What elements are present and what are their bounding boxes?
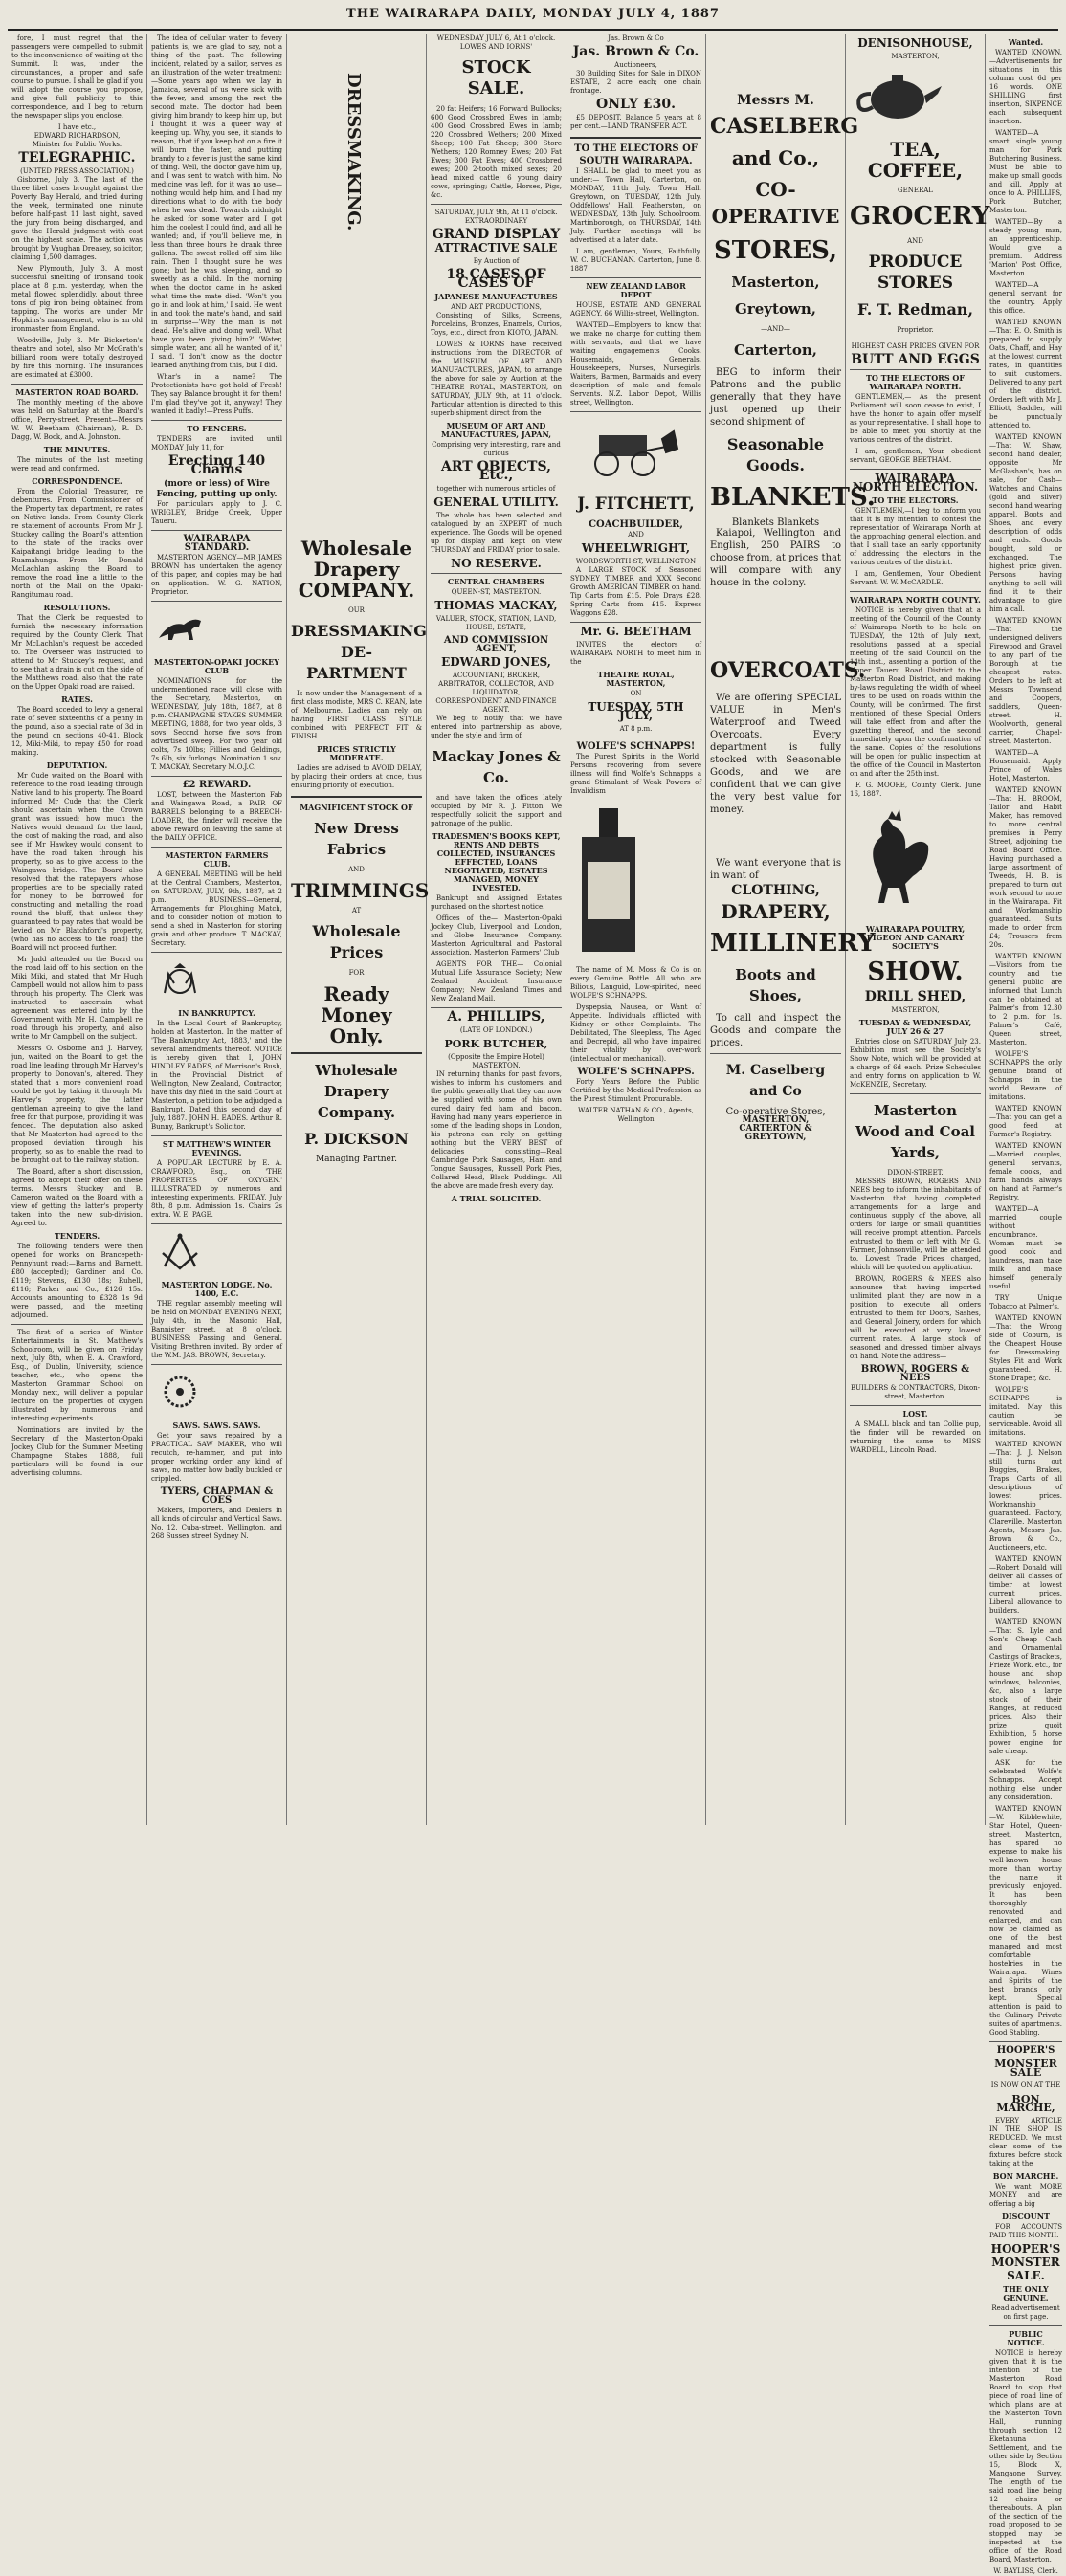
article-text: Whar's in a name? The Protectionists have got hold of Fresh! They say Balance brought it for them! I'm glad they've got it, anyway! They wanted it badly!—Press Puffs. xyxy=(151,373,282,415)
ad-text: We are offering SPECIAL VALUE in Men's Waterproof and Tweed Overcoats. Every department is fully stocked with Seasonable Goods, and we are confident that we can give the very best value for money. xyxy=(710,693,841,815)
subheading: RATES. xyxy=(61,694,93,704)
ad-text: Read advertisement on first page. xyxy=(991,2304,1060,2321)
royal-arms-icon xyxy=(151,960,209,999)
classified-ad: WANTED—A smart, single young man for Pork Butchering Business. Must be able to make up small goods and kill. Apply at once to A. PHILLIPS, Pork Butcher, Masterton. xyxy=(989,129,1062,214)
signature: Minister for Public Works. xyxy=(32,141,122,148)
ad-text: Forty Years Before the Public! Certified by the Medical Profession as the Purest Stimulant Procurable. xyxy=(570,1078,701,1103)
ad-heading: Mackay Jones & Co. xyxy=(432,748,561,786)
ad-heading: WAIRARAPA POULTRY, PIGEON AND CANARY SOCIETY'S xyxy=(865,924,966,951)
divider xyxy=(850,1405,981,1406)
ad-heading: MASTERTON LODGE, No. 1400, E.C. xyxy=(161,1280,273,1298)
ad-text: WEDNESDAY JULY 6, At 1 o'clock. xyxy=(436,34,556,42)
ad-text: DIXON-STREET. xyxy=(887,1169,944,1177)
ad-text: The whole has been selected and catalogued by an EXPERT of much experience. The Goods will be opened up for display and kept on view THURSDAY and FRIDAY prior to sale. xyxy=(431,512,562,554)
ad-text: IS NOW ON AT THE xyxy=(990,2081,1061,2089)
ad-heading: CENTRAL CHAMBERS xyxy=(447,577,545,586)
ad-heading: TEA, COFFEE, xyxy=(867,138,964,182)
signature: EDWARD RICHARDSON, xyxy=(33,132,121,140)
ad-heading: THEATRE ROYAL, MASTERTON, xyxy=(597,670,675,688)
article-text: Gisborne, July 3. The last of the three libel cases brought against the Poverty Bay Herald, and tried during the week, terminated one minute before half-past 11 last night, saved the jury from being discharged, and gave the Herald judgment with cost on the highest scale. The action was brought by Vaughan Dreasey, solicitor, claiming 1,500 damages. xyxy=(11,176,143,261)
ad-heading: SOUTH WAIRARAPA. xyxy=(579,156,693,166)
ad-heading: Wholesale Prices xyxy=(312,922,401,961)
classified-ad: WANTED—A Housemaid. Apply Prince of Wales Hotel, Masterton. xyxy=(989,749,1062,782)
ad-heading: TO THE ELECTORS. xyxy=(872,495,959,505)
ad-text: MASTERTON, xyxy=(891,1006,940,1014)
divider xyxy=(570,622,701,623)
article-text: Nominations are invited by the Secretary of the Masterton-Opaki Jockey Club for the Summer Meeting Champagne Stakes 1888, full particulars will be found in our advertising columns. xyxy=(11,1426,143,1477)
ad-text: MESSRS BROWN, ROGERS AND NEES beg to inform the inhabitants of Masterton that having completed arrangements for a large and continuous supply of the above, all orders for large or small quantities will receive prompt attention. Parcels entrusted to them or left with Mr G. Farmer, Johnsonville, will be attended to. Lowest Trade Prices charged, which will be quoted on application. xyxy=(850,1178,981,1271)
ad-heading: BROWN, ROGERS & NEES xyxy=(860,1364,970,1383)
masonic-compass-icon xyxy=(151,1232,209,1270)
ad-text: TENDERS are invited until MONDAY July 11, for xyxy=(151,435,282,451)
ad-heading: WAIRARAPA STANDARD. xyxy=(183,534,251,553)
ad-text: Entries close on SATURDAY July 23. Exhibition must see the Society's Show Note, which will be provided at a charge of 6d each. Prize Schedules and entry forms on application to W. McKENZIE, Secretary. xyxy=(850,1038,981,1089)
ad-text: A SMALL black and tan Collie pup, the finder will be rewarded on returning the same to MISS WARDELL, Lincoln Road. xyxy=(850,1420,981,1454)
ad-heading: CASELBERG xyxy=(710,114,859,139)
ad-heading: New Dress Fabrics xyxy=(314,820,399,858)
ad-heading: CO-OPERATIVE xyxy=(711,178,840,228)
ad-heading: LOST. xyxy=(902,1409,928,1419)
article-text: Mr Judd attended on the Board on the road laid off to his section on the Miki Miki, and stated that Mr Hugh Campbell would not allow him to pass through his property. The Clerk was instructed to ascertain what agreement was entered into by the Government with Mr H. Campbell re road through his property, and also write to Mr Campbell on the subject. xyxy=(11,956,143,1041)
ad-text: HOUSE, ESTATE AND GENERAL AGENCY. 66 Willis-street, Wellington. xyxy=(570,301,701,318)
ad-text: Bankrupt and Assigned Estates purchased on the shortest notice. xyxy=(431,894,562,911)
ad-heading: TRADESMEN'S BOOKS KEPT, RENTS AND DEBTS COLLECTED, INSURANCES EFFECTED, LOANS NEGOTIATED, ESTATES MANAGED, MONEY INVESTED. xyxy=(432,831,561,892)
classified-ad: WANTED KNOWN—Visitors from the country and the general public are informed that Lunch can be obtained at Palmer's from 12.30 to 2 p.m. for 1s. Palmer's Café, Queen street, Masterton. xyxy=(989,953,1062,1046)
ad-heading: IN BANKRUPTCY. xyxy=(178,1008,255,1018)
teapot-icon xyxy=(850,67,945,124)
ad-heading: TO THE ELECTORS OF xyxy=(574,143,698,154)
ad-text: FOR ACCOUNTS PAID THIS MONTH. xyxy=(989,2223,1062,2239)
horse-emblem-icon xyxy=(151,609,209,648)
divider xyxy=(850,591,981,592)
saw-blade-icon xyxy=(151,1373,209,1411)
classified-ad: WANTED KNOWN—That W. Shaw, second hand dealer, opposite Mr McGlashan's, has on sale, for Cash—Watches and Chains (gold and silver) second hand wearing apparel, Boots and Shoes, and every description of odds and ends. Goods bought, sold or exchanged. The highest price given. Persons having anything to sell will find it to their advantage to give him a call. xyxy=(989,433,1062,613)
ad-heading: WOLFE'S SCHNAPPS! xyxy=(576,741,696,752)
ad-heading: GROCERY xyxy=(850,202,990,231)
ad-heading: WAIRARAPA NORTH ELECTION. xyxy=(852,472,979,494)
ad-heading: BON MARCHE, xyxy=(996,2093,1055,2114)
vertical-heading: DRESSMAKING. xyxy=(344,73,364,231)
ad-text: Kaiapoi, Wellington and English, 250 PAIRS to choose from, at prices that will compare with any house in the colony. xyxy=(710,528,841,588)
ad-heading: Mr. G. BEETHAM xyxy=(580,625,692,638)
ad-text: AT 8 p.m. xyxy=(619,725,653,733)
ad-text: (more or less) of Wire Fencing, putting up only. xyxy=(156,479,278,499)
divider xyxy=(570,137,701,139)
ad-heading: MAGNIFICENT STOCK OF xyxy=(300,803,413,812)
article-text: The Board, after a short discussion, agreed to accept their offer on these terms. Messrs Stuckey and B. Cameron waited on the Board with a view of getting the latter's property taken into the new sub-division. Agreed to. xyxy=(11,1168,143,1227)
divider xyxy=(431,204,562,205)
ad-heading: BUTT AND EGGS xyxy=(851,352,980,367)
article-text: The monthly meeting of the above was held on Saturday at the Board's office, Perry-street. Present—Messrs W. W. Beetham (Chairman), R. D. Dagg, W. Bock, and A. Johnston. xyxy=(11,399,143,441)
ad-heading: MONSTER SALE xyxy=(994,2058,1057,2079)
ad-heading: DRILL SHED, xyxy=(864,989,966,1004)
ad-heading: TRIMMINGS xyxy=(291,879,430,902)
column-6 xyxy=(706,34,876,1825)
classified-ad: WANTED KNOWN—That you can get a good feed at Farmer's Registry. xyxy=(989,1105,1062,1138)
ad-text: A GENERAL MEETING will be held at the Central Chambers, Masterton, on SATURDAY, JULY, 9th, 1887, at 2 p.m. BUSINESS—General, Arrangements for Ploughing Match, and to consider notion of motion to send a shed in Masterton for storing grain and other produce. T. MACKAY, Secretary. xyxy=(151,870,282,947)
ad-text: MASTERTON, xyxy=(891,53,940,60)
ad-text: AT xyxy=(351,907,362,914)
ad-heading: 18 CASES OF CASES OF xyxy=(446,267,546,291)
classified-ad: ASK for the celebrated Wolfe's Schnapps. Accept nothing else under any consideration. xyxy=(989,1759,1062,1801)
classified-ad: WANTED KNOWN—That J. J. Nelson still turns out Buggies, Brakes, Traps. Carts of all descriptions of lowest prices. Workmanship guaranteed. Factory, Clareville. Masterton Agents, Messrs Jas. Brown & Co., Auctioneers, etc. xyxy=(989,1441,1062,1552)
classified-ad: WANTED—By a steady young man, an apprenticeship. Would give a premium. Address 'Marion' Post Office, Masterton. xyxy=(989,218,1062,277)
ad-heading: £2 REWARD. xyxy=(182,780,252,790)
ad-text: Blankets Blankets xyxy=(731,517,820,528)
classified-ad: WANTED KNOWN.—Advertisements for situations in this column cost 6d per 16 words. ONE SHILLING first insertion, SIXPENCE each subsequent insertion. xyxy=(989,49,1062,125)
ad-heading: TO FENCERS. xyxy=(187,424,247,433)
ad-text: I am, gentlemen, Yours, Faithfully, W. C. BUCHANAN. Carterton, June 8, 1887 xyxy=(570,248,701,273)
article-text: Mr Cude waited on the Board with reference to the road leading through Native land to his property. The Board informed Mr Cude that the Clerk should ascertain when the Crown grant was issued; how much the Natives would demand for the land, the cost of making the road, and also see if Mr Hawkey would consent to have the road taken through his property, so as to give access to the Waingawa bridge. The Board also resolved that the ratepayers whose properties are to be specially rated for money to be borrowed for constructing and metalling the road round the bluff, that unless they guaranteed to pay rates that would be levied on Mr Blatchford's property, (who has no access to the road) the Board will not proceed further. xyxy=(11,772,143,952)
ad-text: QUEEN-ST, MASTERTON. xyxy=(451,588,542,596)
ad-heading: EDWARD JONES, xyxy=(441,655,551,669)
spacer xyxy=(710,819,841,857)
masthead-rule xyxy=(8,29,1058,31)
ad-text: MASTERTON, CARTERTON & GREYTOWN, xyxy=(739,1115,812,1142)
ad-heading: Carterton, xyxy=(734,341,817,359)
ad-heading: TUESDAY & WEDNESDAY, JULY 26 & 27 xyxy=(858,1018,972,1036)
schnapps-bottle-icon xyxy=(570,804,647,958)
ad-heading: Wholesale Drapery Company. xyxy=(315,1062,398,1121)
ad-heading: HOOPER'S xyxy=(996,2045,1055,2056)
ad-text: EXTRAORDINARY xyxy=(464,217,528,225)
ad-heading: Wholesale Drapery COMPANY. xyxy=(298,537,415,602)
ad-text: IN returning thanks for past favors, wishes to inform his customers, and the public generally that they can now be supplied with some of his own cured dairy fed ham and bacon. Having had many years experience in some of the leading shops in London, his patrons can rely on getting nothing but the VERY BEST of delicacies consisting—Real Cambridge Pork Sausages, Ham and Tongue Sausages, Russell Pork Pies, Collared Head, Black Puddings. All the above are made fresh every day. xyxy=(431,1070,562,1190)
divider xyxy=(151,847,282,848)
ad-text: AND xyxy=(628,531,644,539)
masthead: THE WAIRARAPA DAILY, MONDAY JULY 4, 1887 xyxy=(346,7,720,21)
ad-text: SATURDAY, JULY 9th, At 11 o'clock. xyxy=(434,209,558,216)
ad-heading: CLOTHING, xyxy=(731,883,820,898)
signature: I have etc., xyxy=(57,123,97,131)
ad-heading: Ready Money Only. xyxy=(321,982,392,1047)
ad-heading: P. DICKSON xyxy=(304,1130,409,1148)
subheading: RESOLUTIONS. xyxy=(43,603,111,612)
ad-heading: ATTRACTIVE SALE xyxy=(434,241,558,254)
ad-heading: and Co., xyxy=(731,146,820,169)
ad-text: LOST, between the Masterton Fab and Waingawa Road, a PAIR OF BARRELS belonging to a BREECH-LOADER, the finder will receive the above reward on leaving the same at the DAILY OFFICE. xyxy=(151,791,282,842)
classified-ad: WANTED KNOWN—That S. Lyle and Son's Cheap Cash and Ornamental Castings of Brackets, Frieze Work. etc., for house and shop windows, balconies, &c, also a large stock of their Ranges, at reduced prices. Also their prize quoit Exhibition, 5 horse power engine for sale cheap. xyxy=(989,1618,1062,1755)
ad-text: Jas. Brown & Co xyxy=(608,34,664,42)
divider xyxy=(151,1223,282,1224)
ad-text: I am, gentlemen, Your obedient servant, GEORGE BEETHAM. xyxy=(850,448,981,464)
ad-heading: MASTERTON FARMERS CLUB. xyxy=(165,850,269,869)
divider xyxy=(431,573,562,574)
ad-text: LOWES & IORNS have received instructions from the DIRECTOR of the MUSEUM OF ART AND MANUFACTURES, JAPAN, to arrange the above for sale by Auction at the THEATRE ROYAL, MASTERTON, on SATURDAY, JULY 9th, at 11 o'clock. Particular attention is directed to this superb shipment direct from the xyxy=(431,341,562,417)
ad-heading: ST MATTHEW'S WINTER EVENINGS. xyxy=(162,1139,272,1157)
ad-text: EVERY ARTICLE IN THE SHOP IS REDUCED. We must clear some of the fixtures before stock taking at the xyxy=(989,2117,1062,2168)
ad-text: In the Local Court of Bankruptcy, holden at Masterton. In the matter of 'The Bankruptcy Act, 1883,' and the several amendments thereof. NOTICE is hereby given that I, JOHN HINDLEY EADES, of Morrison's Bush, in the Provincial District of Wellington, New Zealand, Contractor, have this day filed in the said Court at Masterton, a petition to be adjudged a Bankrupt. Dated this second day of July, 1887. JOHN H. EADES. Arthur R. Bunny, Bankrupt's Solicitor. xyxy=(151,1020,282,1131)
ad-text: MASTERTON AGENCY—MR JAMES BROWN has undertaken the agency of this paper, and copies may be had on application. W. G. NATION, Proprietor. xyxy=(151,554,282,596)
ad-text: HIGHEST CASH PRICES GIVEN FOR xyxy=(851,342,980,350)
ad-heading: A. PHILLIPS, xyxy=(447,1009,545,1024)
ad-heading: DRESSMAKING DE-PARTMENT xyxy=(291,622,427,682)
ad-heading: Seasonable Goods. xyxy=(726,435,825,474)
ad-text: ON xyxy=(630,690,642,697)
divider xyxy=(570,411,701,412)
ad-heading: PUBLIC NOTICE. xyxy=(1007,2329,1045,2347)
ad-text: F. G. MOORE, County Clerk. June 16, 1887. xyxy=(850,782,981,798)
ad-heading: MUSEUM OF ART AND MANUFACTURES, JAPAN, xyxy=(440,421,552,439)
classified-ad: WANTED KNOWN—Robert Donald will deliver all classes of timber at lowest current prices. Liberal allowance to builders. xyxy=(989,1555,1062,1615)
ad-heading: OVERCOATS. xyxy=(710,658,866,683)
ad-heading: HOOPER'S xyxy=(990,2242,1061,2256)
ad-text: NOMINATIONS for the undermentioned race will close with the Secretary, Masterton, on WEDNESDAY, July 18th, 1887, at 8 p.m. CHAMPAGNE STAKES SUMMER MEETING, 1888, for two year olds, 3 sovs. Second horse five sovs from advertised sweep. For two year old colts, 7s 10lbs; Fillies and Geldings, 7s 6lb, six furlongs. Nomination 1 sov. T. MACKAY, Secretary M.O.J.C. xyxy=(151,677,282,771)
ad-heading: THOMAS MACKAY, xyxy=(434,599,558,612)
subheading: THE MINUTES. xyxy=(43,445,111,454)
classified-ad: WANTED KNOWN—That H. BROOM, Tailor and Habit Maker, has removed to more central premises in Perry Street, adjoining the Road Board Office. Having purchased a large assortment of Tweeds, H. B. is prepared to turn out work second to none in the Wairarapa. Fit and Workmanship guaranteed. Suits made to order from £4; Trousers from 20s. xyxy=(989,786,1062,949)
subheading: DEPUTATION. xyxy=(46,760,108,770)
ad-text: Consisting of Silks, Screens, Porcelains, Bronzes, Enamels, Curios, Toys, etc., direct from KIOTO, JAPAN. xyxy=(431,312,562,337)
ad-text: AND xyxy=(348,866,365,873)
vertical-banner xyxy=(291,34,422,532)
ad-text: Managing Partner. xyxy=(315,1155,398,1164)
ad-heading: DISCOUNT xyxy=(1001,2212,1051,2221)
ad-heading: JAPANESE MANUFACTURES xyxy=(434,292,558,301)
ad-text: (Opposite the Empire Hotel) xyxy=(448,1053,544,1061)
divider xyxy=(291,1052,422,1054)
divider xyxy=(431,1007,562,1008)
ad-heading: THE ONLY GENUINE. xyxy=(1003,2284,1049,2302)
rooster-icon xyxy=(850,807,936,913)
ad-text: The name of M. Moss & Co is on every Genuine Bottle. All who are Bilious, Languid, Low-spirited, need WOLFE'S SCHNAPPS. xyxy=(570,966,701,1000)
subheading: (UNITED PRESS ASSOCIATION.) xyxy=(20,167,134,175)
classified-ad: WANTED KNOWN—That the undersigned delivers Firewood and Gravel to any part of the Borough at the cheapest rates. Orders to be left at Messrs Townsend and Coopers, saddlers, Queen-street. H. Woolworth, general carrier, Chapel-street, Masterton. xyxy=(989,617,1062,745)
ad-heading: STOCK SALE. xyxy=(461,57,531,99)
ad-text: Get your saws repaired by a PRACTICAL SAW MAKER, who will recutch, re-hammer, and put into proper working order any kind of saws, no matter how badly buckled or crippled. xyxy=(151,1432,282,1483)
ad-text: INVITES the electors of WAIRARAPA NORTH to meet him in the xyxy=(570,641,701,666)
ad-heading: MILLINERY xyxy=(710,929,876,958)
ad-heading: Erecting 140 Chains xyxy=(167,453,266,477)
ad-text: GENTLEMEN,— As the present Parliament will soon cease to exist, I have the honor to again offer myself as your representative. I shall hope to be able to meet you shortly at the various centres of the district. xyxy=(850,393,981,444)
divider xyxy=(710,1053,841,1054)
ad-text: WORDSWORTH-ST, WELLINGTON xyxy=(575,558,697,565)
divider xyxy=(850,369,981,370)
ad-text: MASTERTON. xyxy=(472,1062,521,1069)
article-text: New Plymouth, July 3. A most successful smelting of ironsand took place at 8 p.m. yesterday, when the metal flowed splendidly, about three tons of pig iron being obtained from tapping. The works are under Mr Hopkins's management, who is an old ironmaster from England. xyxy=(11,265,143,333)
ad-heading: TYERS, CHAPMAN & COES xyxy=(160,1486,274,1506)
article-text: Woodville, July 3. Mr Bickerton's theatre and hotel, also Mr McGrath's billiard room were totally destroyed by fire this morning. The insurances are estimated at £3000. xyxy=(11,337,143,379)
ad-text: To call and inspect the Goods and compare the prices. xyxy=(710,1013,841,1048)
divider xyxy=(11,1324,143,1325)
ad-heading: J. FITCHETT, xyxy=(577,495,695,514)
ad-text: We beg to notify that we have entered into partnership as above, under the style and firm of xyxy=(431,715,562,739)
ad-text: We want everyone that is in want of xyxy=(710,858,841,881)
ad-heading: PRICES STRICTLY MODERATE. xyxy=(317,744,396,762)
ad-text: BROWN, ROGERS & NEES also announce that having imported unlimited plant they are now in a position to execute all orders entrusted to them for Doors, Sashes, and General Joinery, orders for which will be executed at very lowest current rates. A large stock of seasoned and dressed timber always on hand. Note the address— xyxy=(850,1275,981,1360)
article-text: The following tenders were then opened for works on Brancepeth-Pennyhunt road:—Barns and Barnett, £80 (accepted); Gardiner and Co. £119; Stevens, £130 18s; Ruhell, £116; Parker and Co., £126 15s. Accounts amounting to £328 1s 9d were passed, and the meeting adjourned. xyxy=(11,1243,143,1319)
article-text: That the Clerk be requested to furnish the necessary information required by the County Clerk. That Mr McLachlan's request be acceded to. The Overseer was instructed to attend to Mr Stuckey's request, and to see that a drain is cut on the side of the Matthews road, also that the rate on the Upper Opaki road are raised. xyxy=(11,614,143,691)
ad-heading: BLANKETS. xyxy=(710,483,876,512)
article-text: The minutes of the last meeting were read and confirmed. xyxy=(11,456,143,473)
column-5 xyxy=(566,34,706,1825)
divider xyxy=(151,776,282,777)
divider xyxy=(151,530,282,531)
ad-text: 20 fat Heifers; 16 Forward Bullocks; 600 Good Crossbred Ewes in lamb; 400 Good Crossbred Ewes in lamb; 220 Crossbred Wethers; 200 Mixed Sheep; 100 Fat Sheep; 300 Store Wethers; 120 Romney Ewes; 200 Fat Ewes; 300 Fat Ewes; 400 Crossbred ewes; 200 2-tooth mixed sexes; 20 head mixed cattle; 6 young dairy cows, springing; Cattle, Horses, Pigs, &c. xyxy=(431,105,562,199)
article-text: The idea of cellular water to fevery patients is, we are glad to say, not a thing of the past. The following incident, related by a sailor, serves as an illustration of the water treatment:—Some years ago when we lay in Jamaica, several of us were sick with the fever, and among the rest the second mate. The doctor had been giving him brandy to keep him up, but I thought it was a queer way of keeping up. Why, you see, it stands to reason, that if you keep hot on a fire it will burn the faster, and putting brandy to a fever is just the same kind of thing. Well, the doctor gave him up, and I was sent to watch with him. No medicine was left, for it was no use—nothing would help him, and I had my directions what to do with the body when he was dead. Towards midnight he asked for some water and I got him the coolest I could find, and all he wanted; and, if you'll believe me, in less than three hours he drank three gallons. The sweat rolled off him like rain. Then I thought sure he was gone; but he was sleeping, and so sweetly as a child. In the morning when the doctor came in he asked what time the mate died. 'Won't you go in and look at him,' I said. He went in and took the mate's hand, and said in surprise—'Why the man is not dead. He's alive and doing well. What have you been giving him?' 'Water, simple water, and all he wanted of it,' I said. 'I don't know as the doctor learned anything from this, but I did.' xyxy=(151,34,282,369)
column-4 xyxy=(427,34,566,1825)
ad-heading: ONLY £30. xyxy=(596,97,676,112)
ad-heading: Masterton, xyxy=(731,274,820,291)
ad-text: and have taken the offices lately occupied by Mr R. J. Fitton. We respectfully solicit the support and patronage of the public. xyxy=(431,794,562,827)
ad-text: Is now under the Management of a first class modiste, MRS C. KEAN, late of Melbourne. Ladies can rely on having FIRST CLASS STYLE combined with PERFECT FIT & FINISH xyxy=(291,690,422,740)
section-heading: Wanted. xyxy=(1008,37,1044,47)
divider xyxy=(989,2041,1062,2042)
divider xyxy=(151,601,282,602)
divider xyxy=(570,277,701,278)
ad-text: Comprising very interesting, rare and curious xyxy=(432,441,561,457)
ad-text: A LARGE STOCK of Seasoned SYDNEY TIMBER and XXX Second Growth AMERICAN TIMBER on hand. Tip Carts from £15. Pole Drays £28. Spring Carts from £15. Express Waggons £28. xyxy=(570,566,701,617)
ad-text: Auctioneers, xyxy=(614,61,657,69)
divider xyxy=(151,1364,282,1365)
divider xyxy=(151,1135,282,1136)
ad-text: AGENTS FOR THE— Colonial Mutual Life Assurance Society; New Zealand Accident Insurance Company; New Zealand Times and New Zealand Mail. xyxy=(431,960,562,1002)
classified-ad: WANTED—A general servant for the country. Apply this office. xyxy=(989,281,1062,315)
classified-ad: WANTED—A married couple without encumbrance. Woman must be good cook and laundress, man take milk and make himself generally useful. xyxy=(989,1205,1062,1290)
ad-heading: TO THE ELECTORS OF WAIRARAPA NORTH. xyxy=(865,373,966,391)
ad-heading: SALE. xyxy=(1007,2269,1045,2282)
subheading: CORRESPONDENCE. xyxy=(32,476,122,486)
ad-heading: GRAND DISPLAY xyxy=(432,227,561,242)
article-text: Messrs O. Osborne and J. Harvey, jun, waited on the Board to get the road line leading through Mr Harvey's property to Donovan's, altered. They stated that a more convenient road could be got by taking it through Mr Harvey's property, the latter gentleman agreeing to give the land free for that purpose, providing it was fenced. The deputation also asked that Mr Masterton had agreed to the proposed deviation through his property, so as to enable the road to be brought out to the railway station. xyxy=(11,1045,143,1164)
ad-text: Offices of the— Masterton-Opaki Jockey Club, Liverpool and London, and Globe Insurance Company. Masterton Agricultural and Pastoral Association. Masterton Farmers' Club xyxy=(431,914,562,957)
classified-ad: TRY Unique Tobacco at Palmer's. xyxy=(989,1294,1062,1310)
ad-text: Makers, Importers, and Dealers in all kinds of circular and Vertical Saws. No. 12, Cuba-street, Wellington, and 268 Sussex street Sydney N. xyxy=(151,1507,282,1540)
spacer xyxy=(710,592,841,650)
ad-text: GENERAL xyxy=(898,187,933,194)
ad-heading: MASTERTON-OPAKI JOCKEY CLUB xyxy=(154,657,279,675)
classified-ad: WANTED KNOWN—That E. O. Smith is prepared to supply Oats, Chaff, and Hay at the lowest current rates, in quantities to suit customers. Delivered to any part of the district. Orders left with Mr J. Elliott, Saddler, will be punctually attended to. xyxy=(989,319,1062,429)
ad-text: The Purest Spirits in the World! Persons recovering from severe illness will find Wolfe's Schnapps a grand Stimulant of Weak Powers of Invalidism xyxy=(570,753,701,795)
ad-text: 30 Building Sites for Sale in DIXON ESTATE, 2 acre each; one chain frontage. xyxy=(570,70,701,95)
ad-heading: BON MARCHE. xyxy=(992,2171,1059,2181)
section-heading: TELEGRAPHIC. xyxy=(18,150,136,165)
divider xyxy=(850,469,981,470)
article-text: The first of a series of Winter Entertainments in St. Matthew's Schoolroom, will be given on Friday next, July 8th, when E. A. Crawford, Esq., of Dublin, University, science teacher, etc., who opens the Masterton Grammar School on Monday next, will deliver a popular lecture on the properties of oxygen illustrated by numerous and interesting experiments. xyxy=(11,1329,143,1422)
ad-text: VALUER, STOCK, STATION, LAND, HOUSE, ESTATE, xyxy=(435,615,557,631)
ad-heading: PORK BUTCHER, xyxy=(444,1038,548,1050)
ad-text: OUR xyxy=(348,606,365,614)
article-text: fore, I must regret that the passengers were compelled to submit to the inconvenience of waiting at the Summit. It was, under the circumstances, a proper and safe course to pursue. I shall be glad if you will adopt the course you propose, and give full publicity to this correspondence, and I beg to return the newspaper slips you enclose. xyxy=(11,34,143,120)
ad-text: £5 DEPOSIT. Balance 5 years at 8 per cent.—LAND TRANSFER ACT. xyxy=(570,114,701,130)
ad-heading: DENISONHOUSE, xyxy=(857,36,973,50)
ad-heading: SHOW. xyxy=(867,958,964,986)
article-text: The Board acceded to levy a general rate of seven sixteenths of a penny in the pound, also a special rate of 3d in the pound on sections 40-41, Block 12, Miki-Miki, to repay £50 for road making. xyxy=(11,706,143,757)
section-heading: MASTERTON ROAD BOARD. xyxy=(15,387,139,397)
ad-heading: GENERAL UTILITY. xyxy=(433,495,559,509)
ad-text: together with numerous articles of xyxy=(436,485,556,493)
ad-text: —AND— xyxy=(761,325,790,333)
subheading: TENDERS. xyxy=(54,1231,100,1241)
ad-text: Proprietor. xyxy=(897,326,934,334)
ad-text: By Auction of xyxy=(473,257,520,265)
carriage-icon xyxy=(570,422,685,479)
ad-text: We want MORE MONEY and are offering a big xyxy=(989,2183,1062,2208)
ad-heading: Greytown, xyxy=(735,300,816,318)
ad-text: WALTER NATHAN & CO., Agents, Wellington xyxy=(578,1107,694,1123)
classified-ad: WOLFE'S SCHNAPPS is imitated. May this caution be serviceable. Avoid all imitations. xyxy=(989,1386,1062,1437)
column-7 xyxy=(846,34,990,1825)
ad-text: I am, Gentlemen, Your Obedient Servant, W. W. McCARDLE. xyxy=(850,570,981,586)
ad-heading: COACHBUILDER, xyxy=(589,519,683,530)
classified-ad: WANTED KNOWN—That the Wrong side of Coburn, is the Cheapest House for Dressmaking. Styles Fit and Work guaranteed. H. Stone Draper, &c. xyxy=(989,1314,1062,1382)
classified-ad: WOLFE'S SCHNAPPS the only genuine brand of Schnapps in the world. Beware of imitations. xyxy=(989,1050,1062,1101)
ad-text: For particulars apply to J. C. WRIGLEY, Bridge Creek, Upper Taueru. xyxy=(151,500,282,525)
ad-text: A POPULAR LECTURE by E. A. CRAWFORD, Esq., on 'THE PROPERTIES OF OXYGEN.' ILLUSTRATED by numerous and interesting experiments. FRIDAY, July 8th, 8 p.m. Admission 1s. Chairs 2s extra. W. E. PAGE. xyxy=(151,1159,282,1219)
column-2 xyxy=(147,34,287,1825)
ad-text: Co-operative Stores, xyxy=(725,1107,826,1117)
ad-heading: ART OBJECTS, Etc., xyxy=(441,459,551,483)
ad-heading: F. T. Redman, xyxy=(856,300,974,319)
classified-ad: WANTED KNOWN—Married couples, general servants, female cooks, and farm hands always on hand at Farmer's Registry. xyxy=(989,1142,1062,1201)
ad-text: BEG to inform their Patrons and the public generally that they have just opened up their second shipment of xyxy=(710,367,841,428)
ad-heading: WAIRARAPA NORTH COUNTY. xyxy=(850,595,981,605)
divider xyxy=(151,420,282,421)
ad-heading: Messrs M. xyxy=(737,93,814,108)
column-1 xyxy=(8,34,147,1825)
ad-heading: AND COMMISSION AGENT, xyxy=(443,635,549,654)
ad-heading: Boots and Shoes, xyxy=(735,966,816,1004)
ad-heading: WOLFE'S SCHNAPPS. xyxy=(577,1067,695,1077)
ad-text: AND xyxy=(907,237,923,245)
ad-text: I SHALL be glad to meet you as under:— Town Hall, Carterton, on MONDAY, 11th July. Town Hall, Greytown, on TUESDAY, 12th July. Oddfellows' Hall, Featherston, on WEDNESDAY, 13th July. Schoolroom, Martinborough, on THURSDAY, 14th July. Further meetings will be advertised at a later date. xyxy=(570,167,701,244)
ad-heading: A TRIAL SOLICITED. xyxy=(451,1194,542,1203)
ad-text: GENTLEMEN,—I beg to inform you that it is my intention to contest the representation of Wairarapa North at the approaching general election, and that I shall take an early opportunity of addressing the electors in the various centres of the district. xyxy=(850,507,981,566)
ad-heading: M. Caselberg and Co xyxy=(725,1063,826,1099)
ad-text: CORRESPONDENT AND FINANCE AGENT. xyxy=(435,697,557,714)
ad-text: (LATE OF LONDON.) xyxy=(459,1026,533,1034)
ad-text: NOTICE is hereby given that at a meeting of the Council of the County of Wairarapa North to be held on TUESDAY, the 12th of July next, resolutions passed at a special meeting of the said Council on the 14th inst., assenting a portion of the Upper Taueru Road District to the Masterton Road District, and making by-laws regulating the width of wheel tires to be used on roads within the County, will be confirmed. The first mentioned of these Special Orders will take effect from and after the gazetting thereof, and the second immediately upon the confirmation of the same. Copies of the resolutions will be open for public inspection at the office of the Council in Masterton on and after the 25th inst. xyxy=(850,606,981,778)
ad-text: BUILDERS & CONTRACTORS, Dixon-street, Masterton. xyxy=(850,1384,981,1400)
divider xyxy=(291,796,422,798)
ad-heading: PRODUCE STORES xyxy=(868,253,963,293)
ad-text: AND ART PRODUCTIONS, xyxy=(451,303,542,311)
ad-text: W. BAYLISS, Clerk. xyxy=(993,2567,1058,2575)
ad-heading: Masterton Wood and Coal Yards, xyxy=(855,1102,976,1161)
ad-text: Dyspepsia, Nausea, or Want of Appetite. Individuals afflicted with Kidney or other Complaints. The Debilitated, The Sleepless, The Aged and Decrepid, all who have impaired their vitality by over-work (intellectual or mechanical). xyxy=(570,1003,701,1063)
divider xyxy=(850,1093,981,1094)
ad-heading: SAWS. SAWS. SAWS. xyxy=(172,1420,261,1430)
classified-ad: WANTED KNOWN—W. Kibblewhite, Star Hotel, Queen-street, Masterton, has spared no expense to make his well-known house more than worthy the name it previously enjoyed. It has been thoroughly renovated and enlarged, and can now be claimed as one of the best managed and most comfortable hostelries in the Wairarapa. Wines and Spirits of the best brands only kept. Special attention is paid to the Culinary Private suites of apartments. Good Stabling. xyxy=(989,1805,1062,2037)
ad-text: ACCOUNTANT, BROKER, ARBITRATOR, COLLECTOR, AND LIQUIDATOR, xyxy=(438,672,554,696)
ad-heading: TUESDAY, 5TH JULY, xyxy=(588,700,684,722)
ad-text: NOTICE is hereby given that it is the intention of the Masterton Road Board to stop that piece of road line of which plans are at the Masterton Town Hall, running through section 12 Eketahuna Settlement, and the other side by Section 15, Block X, Mangaone Survey. The length of the said road line being 12 chains or thereabouts. A plan of the section of the road proposed to be stopped may be inspected at the office of the Road Board, Masterton. xyxy=(989,2349,1062,2564)
divider xyxy=(151,952,282,953)
ad-text: THE regular assembly meeting will be held on MONDAY EVENING NEXT, July 4th, in the Masonic Hall, Bannister street, at 8 o'clock. BUSINESS: Passing and General. Visiting Brethren invited. By order of the W.M. JAS. BROWN, Secretary. xyxy=(151,1300,282,1359)
ad-text: Ladies are advised to AVOID DELAY, by placing their orders at once, thus ensuring priority of execution. xyxy=(291,764,422,789)
divider xyxy=(11,384,143,385)
ad-heading: DRAPERY, xyxy=(721,900,831,923)
column-8 xyxy=(986,34,1066,2575)
ad-heading: MONSTER xyxy=(991,2256,1060,2269)
ad-heading: WHEELWRIGHT, xyxy=(581,541,691,555)
ad-text: FOR xyxy=(348,969,365,977)
spacer xyxy=(710,34,841,92)
column-3 xyxy=(287,34,430,1825)
article-text: From the Colonial Treasurer, re debentures. From Commissioner of the Property tax department, re rates on Native lands. From County Clerk re statement of accounts. From Mr J. Stuckey calling the Board's attention to the state of the tracks over Kaipaitangi bridge leading to the Ruamahunga. From Mr Donald McLachlan asking the Board to remove the road line a little to the north of the Mall on the Opaki-Rangitumau road. xyxy=(11,488,143,599)
ad-text: LOWES AND IORNS' xyxy=(459,43,533,51)
ad-heading: NEW ZEALAND LABOR DEPOT xyxy=(586,281,686,299)
divider xyxy=(989,2325,1062,2326)
ad-heading: STORES, xyxy=(713,236,838,265)
ad-heading: Jas. Brown & Co. xyxy=(572,44,700,59)
ad-heading: NO RESERVE. xyxy=(451,557,542,570)
ad-text: WANTED—Employers to know that we make no charge for cutting them with servants, and that we have waiting engagements Cooks, Housemaids, Generals, Housekeepers, Nurses, Nursegirls, Waiters, Barmen, Barmaids and every description of male and female Servants. N.Z. Labor Depot, Willis street, Wellington. xyxy=(570,321,701,407)
